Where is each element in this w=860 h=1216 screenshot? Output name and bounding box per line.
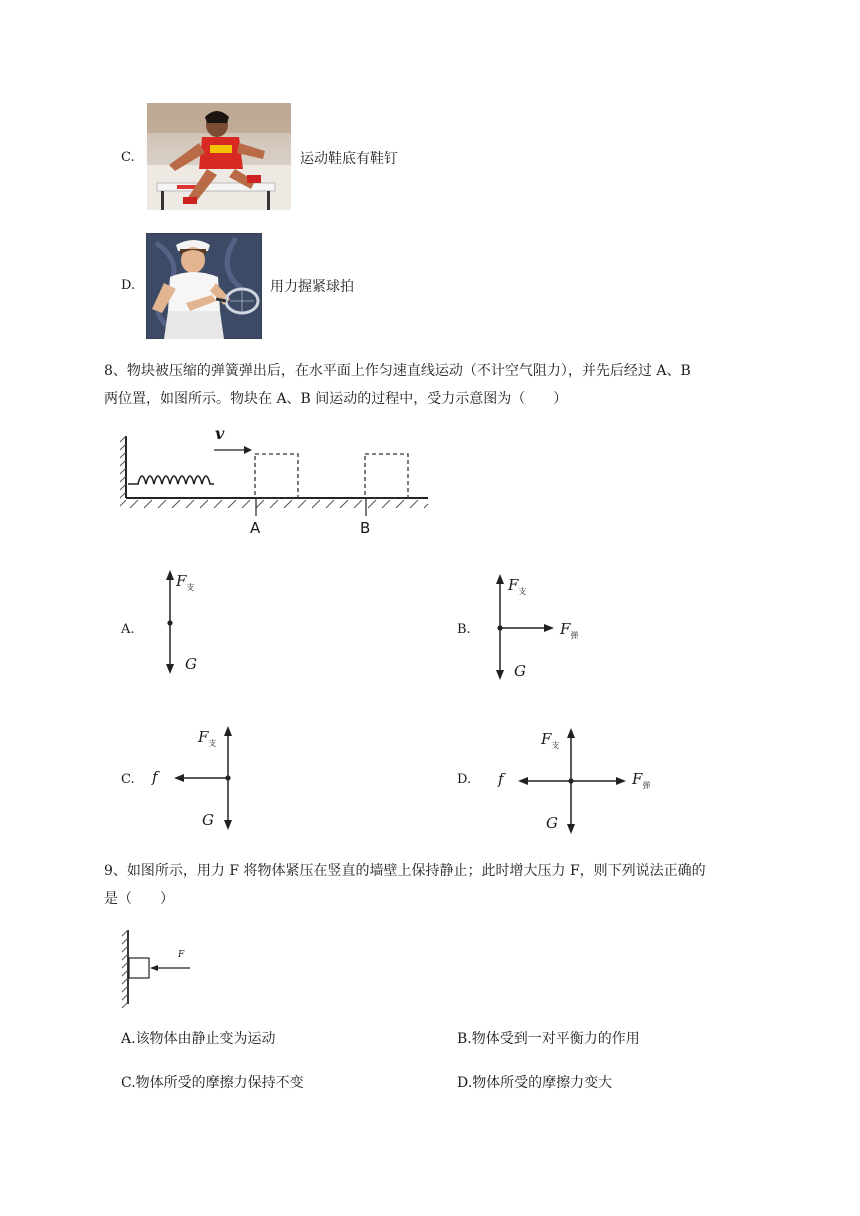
elastic-force-label: $F_弹$ [632, 770, 651, 790]
velocity-label: v [215, 424, 225, 443]
support-force-label: $F_支$ [541, 730, 560, 750]
force-label: F [178, 950, 185, 960]
gravity-label: G [202, 811, 214, 829]
option-text: 物体所受的摩擦力变大 [472, 1075, 613, 1091]
elastic-force-label: $F_弹$ [560, 620, 579, 640]
option-letter: B. [457, 1031, 472, 1047]
point-a-label: A [250, 519, 261, 537]
q9-option-d [457, 1072, 612, 1092]
option-letter: C. [121, 1075, 136, 1091]
force-diagram-d [514, 726, 630, 838]
stem-line: 是（ ） [104, 891, 174, 907]
hurdler-photo [147, 103, 291, 210]
question-stem [104, 357, 804, 385]
q9-option-b [457, 1028, 640, 1048]
option-text: 用力握紧球拍 [270, 279, 354, 295]
friction-label: f [152, 768, 158, 786]
spring-block-figure [120, 424, 432, 540]
tennis-player-photo [146, 233, 262, 339]
option-letter: A. [121, 622, 135, 637]
q9-option-c [121, 1072, 304, 1092]
option-letter: C. [121, 772, 135, 787]
stem-line: 8、物块被压缩的弹簧弹出后，在水平面上作匀速直线运动（不计空气阻力），并先后经过 A、B [104, 363, 691, 379]
option-letter: A. [121, 1031, 136, 1047]
support-force-label: $F_支$ [508, 576, 527, 596]
option-letter: B. [457, 622, 471, 637]
option-text: 该物体由静止变为运动 [135, 1031, 276, 1047]
option-text: 运动鞋底有鞋钉 [300, 151, 398, 167]
option-letter: D. [457, 772, 472, 787]
support-force-label: $F_支$ [198, 728, 217, 748]
option-letter: D. [457, 1075, 473, 1091]
support-force-label: $F_支$ [176, 572, 195, 592]
stem-line: 两位置，如图所示。物块在 A、B 间运动的过程中，受力示意图为（ ） [104, 391, 568, 407]
option-text: 物体所受的摩擦力保持不变 [135, 1075, 304, 1091]
option-text: 物体受到一对平衡力的作用 [471, 1031, 640, 1047]
gravity-label: G [546, 814, 558, 832]
gravity-label: G [514, 662, 526, 680]
option-letter: C. [121, 150, 135, 165]
q9-option-a [121, 1028, 276, 1048]
friction-label: f [498, 770, 504, 788]
option-letter: D. [121, 278, 136, 293]
point-b-label: B [360, 519, 371, 537]
wall-block-figure [118, 928, 198, 1008]
stem-line: 9、如图所示，用力 F 将物体紧压在竖直的墙壁上保持静止；此时增大压力 F，则下列说法正确的 [104, 863, 706, 879]
gravity-label: G [185, 655, 197, 673]
